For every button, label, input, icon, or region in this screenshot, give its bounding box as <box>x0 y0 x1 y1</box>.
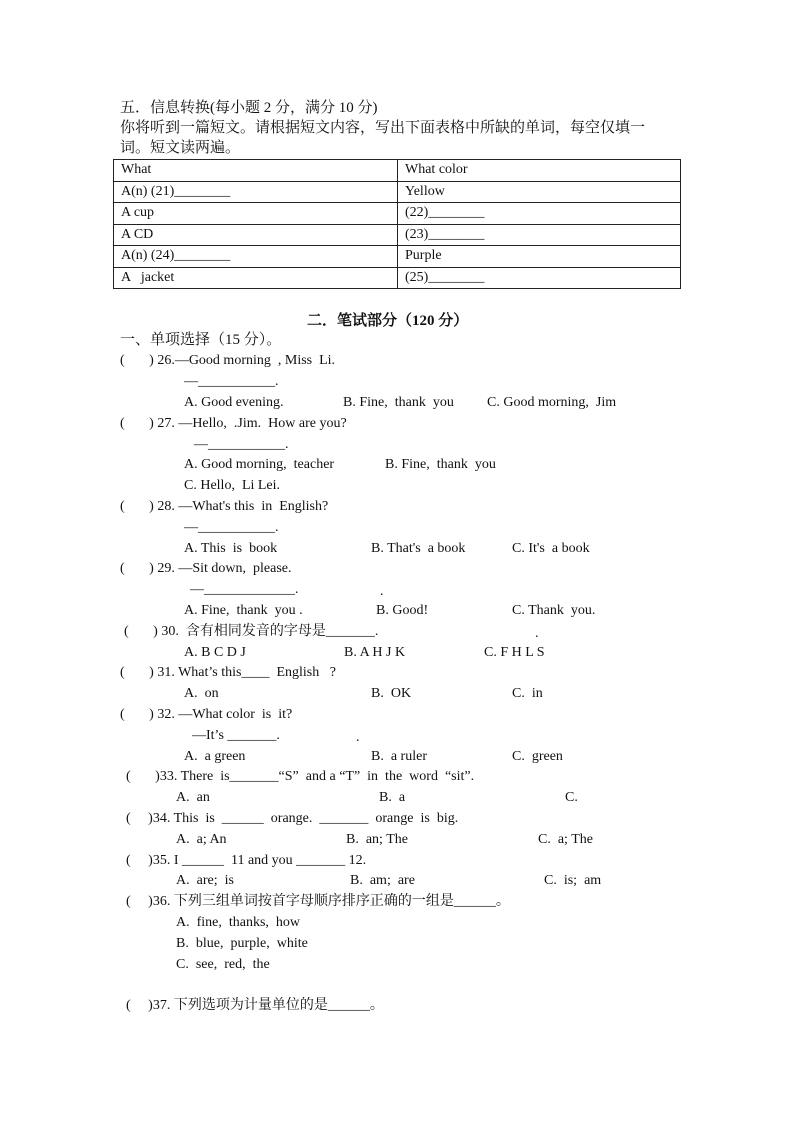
question-28-answer-blank: —___________. <box>184 520 279 535</box>
question-33-option-a: A. an <box>176 790 210 805</box>
question-36-option-b: B. blue, purple, white <box>176 936 308 951</box>
info-table <box>113 159 681 289</box>
question-30-option-b: B. A H J K <box>344 645 406 660</box>
table-cell: Purple <box>398 246 681 268</box>
question-31-option-b: B. OK <box>371 686 412 701</box>
question-31-option-a: A. on <box>184 686 219 701</box>
question-27-option-a: A. Good morning, teacher <box>184 457 335 472</box>
question-30-option-c: C. F H L S <box>484 645 545 660</box>
question-36-option-a: A. fine, thanks, how <box>176 915 301 930</box>
question-35-option-c: C. is; am <box>544 873 602 888</box>
question-28-stem: ( ) 28. —What's this in English? <box>120 499 329 514</box>
question-31-stem: ( ) 31. What’s this____ English ? <box>120 665 336 680</box>
question-30-stray-dot: . <box>535 626 539 641</box>
question-34-option-c: C. a; The <box>538 832 593 847</box>
table-row <box>114 181 681 203</box>
question-29-option-a: A. Fine, thank you . <box>184 603 303 618</box>
question-28-option-a: A. This is book <box>184 541 278 556</box>
question-30-option-a: A. B C D J <box>184 645 246 660</box>
question-32-option-b: B. a ruler <box>371 749 427 764</box>
table-row <box>114 267 681 289</box>
question-26-option-a: A. Good evening. <box>184 395 284 410</box>
question-29-answer-blank: —_____________. <box>190 582 299 597</box>
question-29-stray-dot: . <box>380 584 384 599</box>
table-cell: A jacket <box>114 267 398 289</box>
question-27-option-b: B. Fine, thank you <box>385 457 496 472</box>
table-row <box>114 203 681 225</box>
question-32-stem: ( ) 32. —What color is it? <box>120 707 293 722</box>
written-section-title: 二．笔试部分（120 分） <box>307 313 469 329</box>
question-28-option-b: B. That's a book <box>371 541 466 556</box>
table-cell: A(n) (24)________ <box>114 246 398 268</box>
table-header-what-color: What color <box>398 160 681 182</box>
question-34-option-b: B. an; The <box>346 832 408 847</box>
question-26-option-c: C. Good morning, Jim <box>487 395 617 410</box>
question-26-stem: ( ) 26.—Good morning , Miss Li. <box>120 353 336 368</box>
section5-instruction-line1: 你将听到一篇短文。请根据短文内容，写出下面表格中所缺的单词，每空仅填一 <box>120 120 646 136</box>
question-32-answer-blank: —It’s _______. <box>192 728 280 743</box>
section5-title: 五．信息转换(每小题 2 分，满分 10 分) <box>120 100 378 116</box>
question-32-stray-dot: . <box>356 730 360 745</box>
table-row <box>114 224 681 246</box>
section5-instruction-line2: 词。短文读两遍。 <box>120 140 241 156</box>
question-37-stem: ( )37. 下列选项为计量单位的是______。 <box>126 998 384 1013</box>
table-cell: Yellow <box>398 181 681 203</box>
question-27-option-c: C. Hello, Li Lei. <box>184 478 281 493</box>
table-cell: A(n) (21)________ <box>114 181 398 203</box>
question-32-option-c: C. green <box>512 749 563 764</box>
question-36-stem: ( )36. 下列三组单词按首字母顺序排序正确的一组是______。 <box>126 894 510 909</box>
question-26-option-b: B. Fine, thank you <box>343 395 454 410</box>
table-cell: A cup <box>114 203 398 225</box>
question-33-stem: ( )33. There is_______“S” and a “T” in the word “sit”. <box>126 769 475 784</box>
question-29-option-c: C. Thank you. <box>512 603 596 618</box>
question-35-option-a: A. are; is <box>176 873 234 888</box>
question-27-stem: ( ) 27. —Hello, .Jim. How are you? <box>120 416 347 431</box>
table-row <box>114 246 681 268</box>
question-29-option-b: B. Good! <box>376 603 429 618</box>
question-30-stem: ( ) 30. 含有相同发音的字母是_______. <box>124 624 379 639</box>
question-33-option-c: C. <box>565 790 578 805</box>
table-cell: (23)________ <box>398 224 681 246</box>
question-34-option-a: A. a; An <box>176 832 227 847</box>
question-33-option-b: B. a <box>379 790 406 805</box>
table-header-row <box>114 160 681 182</box>
question-35-stem: ( )35. I ______ 11 and you _______ 12. <box>126 853 367 868</box>
table-header-what: What <box>114 160 398 182</box>
table-cell: A CD <box>114 224 398 246</box>
question-34-stem: ( )34. This is ______ orange. _______ orange is big. <box>126 811 459 826</box>
question-32-option-a: A. a green <box>184 749 246 764</box>
written-subsection-title: 一、单项选择（15 分）。 <box>120 332 282 348</box>
question-26-answer-blank: —___________. <box>184 374 279 389</box>
table-cell: (22)________ <box>398 203 681 225</box>
question-31-option-c: C. in <box>512 686 543 701</box>
question-28-option-c: C. It's a book <box>512 541 590 556</box>
table-cell: (25)________ <box>398 267 681 289</box>
question-36-option-c: C. see, red, the <box>176 957 270 972</box>
question-27-answer-blank: —___________. <box>194 437 289 452</box>
question-35-option-b: B. am; are <box>350 873 415 888</box>
question-29-stem: ( ) 29. —Sit down, please. <box>120 561 292 576</box>
